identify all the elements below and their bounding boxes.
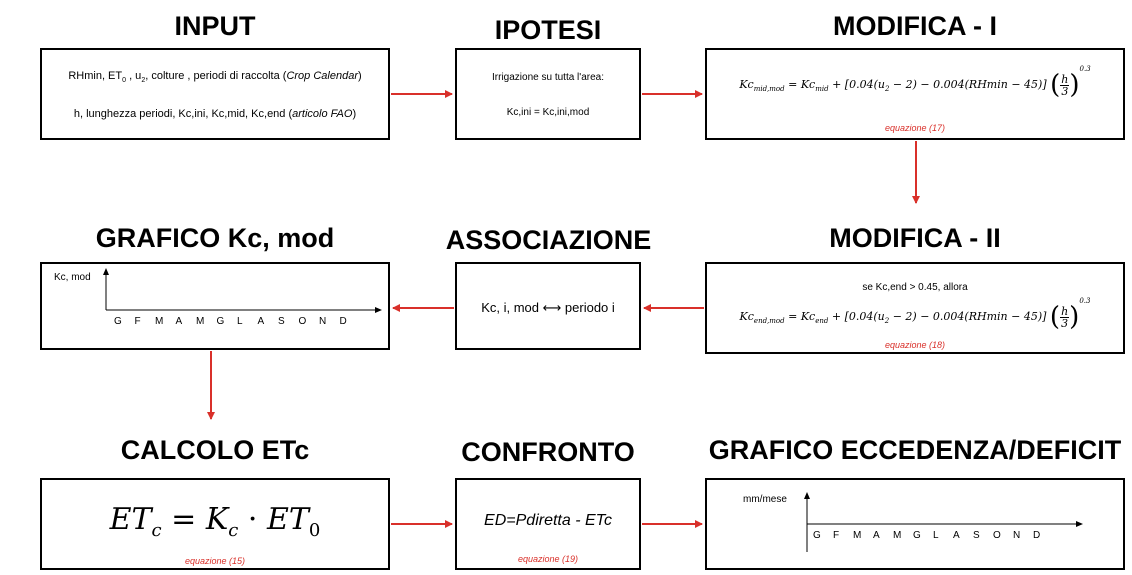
title-grafico-kc: GRAFICO Kc, mod (95, 223, 335, 253)
month-tick-label: G (913, 530, 922, 541)
month-tick-label: N (319, 316, 328, 327)
month-tick-label: M (893, 530, 903, 541)
title-modifica-2: MODIFICA - II (829, 223, 1001, 253)
title-confronto: CONFRONTO (461, 437, 635, 467)
modifica-1-equation: $Kc_{mid,mod} = Kc_{mid} + [0.04(u_2 - 2) - 0.004(RHmin - 45)]$ ( $\frac{h}{3}$ )$^{0.3}$ (739, 65, 1091, 100)
modifica-1-label: equazione (17) (884, 123, 946, 133)
month-tick-label: G (813, 530, 822, 541)
month-tick-label: S (973, 530, 981, 541)
month-tick-label: D (1033, 530, 1042, 541)
month-tick-label: L (237, 316, 244, 327)
grafico-ed-ylabel: mm/mese (743, 494, 787, 505)
month-tick-label: A (175, 316, 184, 327)
month-tick-label: A (873, 530, 881, 541)
grafico-kc-ylabel: Kc, mod (54, 272, 91, 283)
month-tick-label: F (833, 530, 841, 541)
associazione-text: Kc, i, mod ⟷ periodo i (481, 300, 615, 315)
month-tick-label: S (278, 316, 286, 327)
input-line-2: h, lunghezza periodi, Kc,ini, Kc,mid, Kc,end (articolo FAO) (73, 108, 357, 120)
month-tick-label: D (339, 316, 348, 327)
title-grafico-ed: GRAFICO ECCEDENZA/DEFICIT (708, 435, 1122, 465)
calcolo-label: equazione (15) (184, 556, 246, 566)
title-input: INPUT (174, 11, 256, 41)
month-tick-label: G (114, 316, 123, 327)
month-tick-label: G (216, 316, 226, 327)
modifica-2-equation: $Kc_{end,mod} = Kc_{end} + [0.04(u_2 - 2) - 0.004(RHmin - 45)]$ ( $\frac{h}{3}$ )$^{0.3}$ (739, 297, 1091, 332)
title-calcolo: CALCOLO ETc (120, 435, 310, 465)
modifica-2-condition: se Kc,end > 0.45, allora (862, 282, 968, 293)
input-line-1: RHmin, $ET_0$ , $u_2$, colture , periodi di raccolta (Crop Calendar) (68, 70, 362, 85)
ipotesi-line-2: Kc,ini = Kc,ini,mod (506, 107, 590, 118)
month-tick-label: N (1013, 530, 1022, 541)
confronto-label: equazione (19) (517, 554, 579, 564)
month-tick-label: M (155, 316, 165, 327)
title-modifica-1: MODIFICA - I (833, 11, 997, 41)
calcolo-equation: $ET_c = K_c \cdot ET_0$ (109, 502, 321, 541)
month-tick-label: L (933, 530, 940, 541)
month-tick-label: F (134, 316, 142, 327)
confronto-formula: ED=Pdiretta - ETc (484, 512, 612, 529)
month-tick-label: A (953, 530, 961, 541)
title-associazione: ASSOCIAZIONE (445, 225, 652, 255)
title-ipotesi: IPOTESI (494, 15, 602, 45)
month-tick-label: O (298, 316, 308, 327)
month-tick-label: M (853, 530, 863, 541)
month-tick-label: M (196, 316, 206, 327)
month-tick-label: O (993, 530, 1002, 541)
month-tick-label: A (257, 316, 266, 327)
ipotesi-line-1: Irrigazione su tutta l'area: (492, 72, 604, 83)
modifica-2-label: equazione (18) (884, 340, 946, 350)
double-arrow-icon: ⟷ (542, 300, 562, 315)
